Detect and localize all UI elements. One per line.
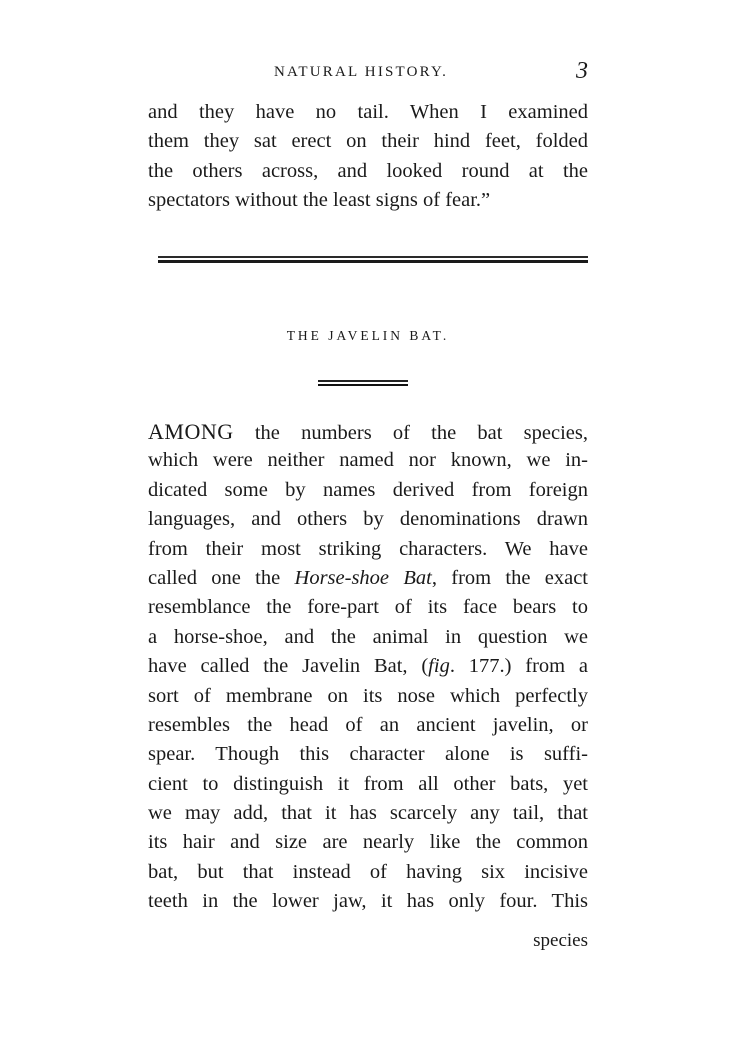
text-line: we may add, that it has scarcely any tail, that xyxy=(148,802,588,825)
text-fragment: the numbers of the bat species, xyxy=(233,422,588,444)
text-line: spear. Though this character alone is suffi- xyxy=(148,743,588,766)
text-fragment: , from the exact xyxy=(431,566,588,589)
text-line: spectators without the least signs of fear.” xyxy=(148,189,491,212)
text-line: sort of membrane on its nose which perfectly xyxy=(148,684,588,707)
section-title: THE JAVELIN BAT. xyxy=(286,328,450,343)
page-number: 3 xyxy=(576,58,588,84)
text-line: a horse-shoe, and the animal in question we xyxy=(148,625,588,648)
text-line: teeth in the lower jaw, it has only four. This xyxy=(148,890,588,913)
text-fragment: . 177.) from a xyxy=(449,655,588,678)
italic-term: fig xyxy=(428,655,450,678)
text-line: resembles the head of an ancient javelin, or xyxy=(148,713,588,736)
text-fragment: have called the Javelin Bat, ( xyxy=(148,655,429,678)
text-line: and they have no tail. When I examined xyxy=(148,101,588,123)
text-line: the others across, and looked round at the xyxy=(148,159,588,182)
text-line xyxy=(148,417,588,446)
catchword: species xyxy=(533,930,588,951)
running-head xyxy=(148,58,588,88)
text-line: bat, but that instead of having six incisive xyxy=(148,860,588,883)
text-line xyxy=(148,652,588,681)
text-line: its hair and size are nearly like the common xyxy=(148,831,588,854)
text-line: from their most striking characters. We have xyxy=(148,537,588,560)
text-line: cient to distinguish it from all other bats, yet xyxy=(148,772,588,795)
text-line: which were neither named nor known, we in- xyxy=(148,449,588,472)
text-line xyxy=(148,564,588,593)
italic-term: Horse-shoe Bat xyxy=(294,566,432,589)
text-line: them they sat erect on their hind feet, folded xyxy=(148,130,588,153)
running-title: NATURAL HISTORY. xyxy=(274,64,449,80)
text-line: languages, and others by denominations drawn xyxy=(148,508,588,531)
title-underline-rule xyxy=(318,380,408,386)
body-paragraph xyxy=(148,417,588,917)
quote-continuation xyxy=(148,98,588,216)
text-line: resemblance the fore-part of its face bears to xyxy=(148,596,588,619)
section-divider-rule xyxy=(158,256,588,263)
text-line: dicated some by names derived from foreign xyxy=(148,478,588,501)
text-fragment: called one the xyxy=(148,566,295,589)
opening-word: AMONG xyxy=(148,419,234,444)
